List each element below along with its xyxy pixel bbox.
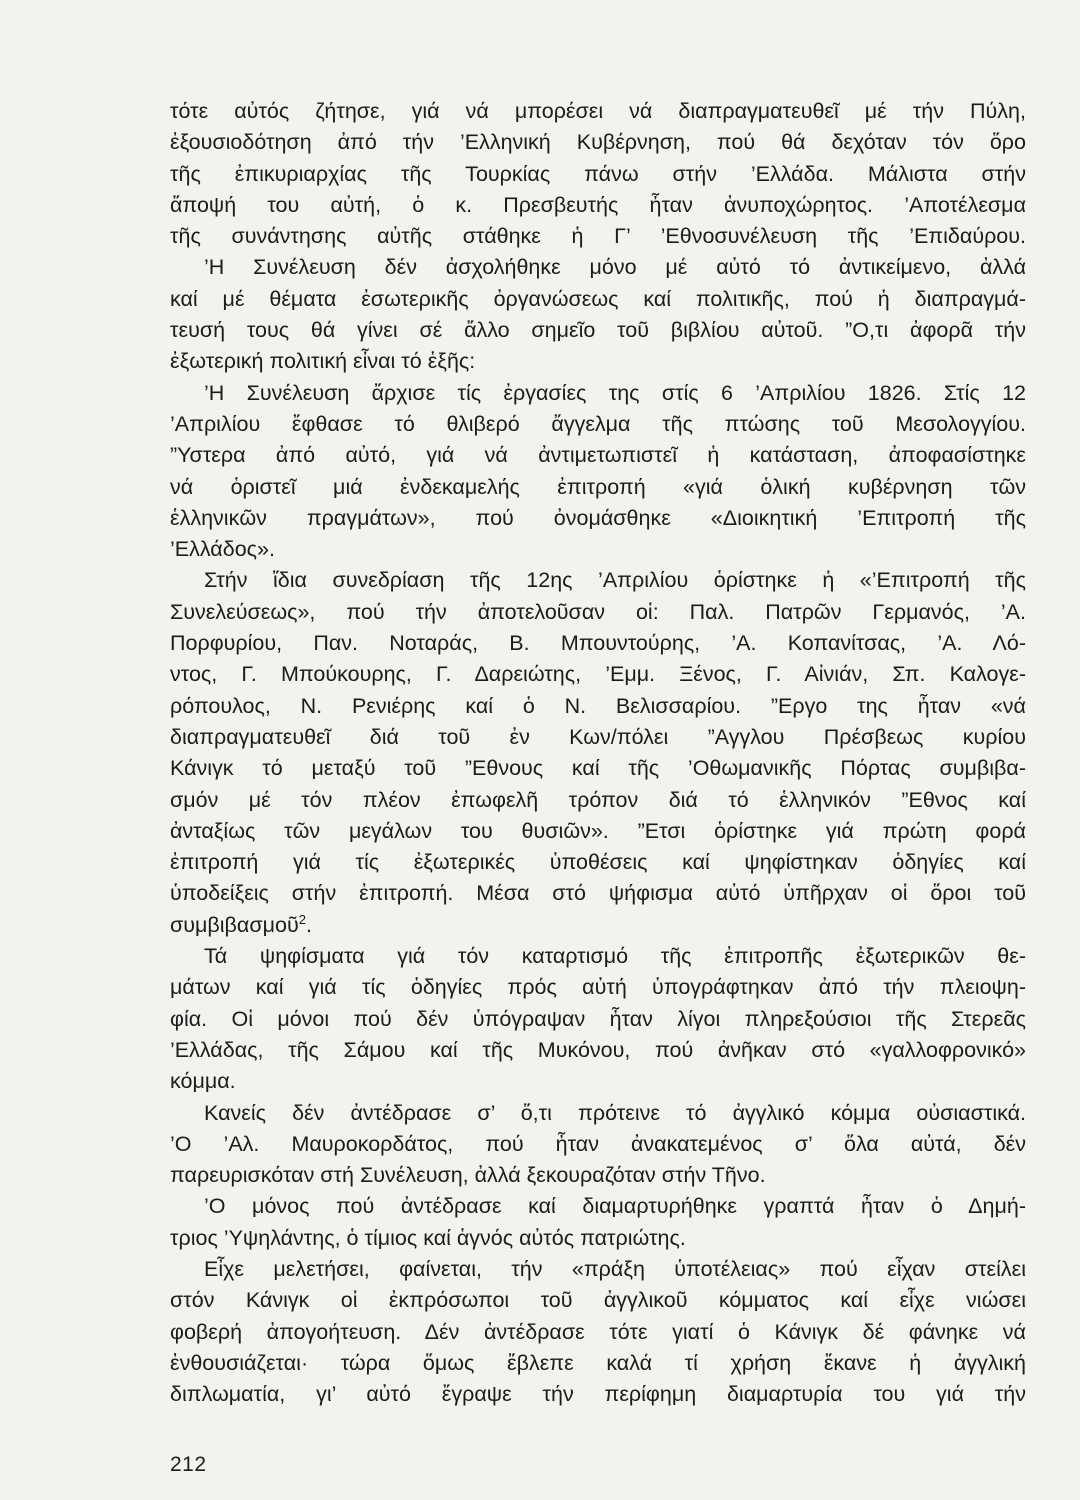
text-line-content: Κανείς δέν ἀντέδρασε σ’ ὅ,τι πρότεινε τό ἀγγλικό κόμμα οὐσιαστικά.: [204, 1100, 1026, 1125]
text-line: [170, 1254, 1026, 1285]
text-line: [170, 659, 1026, 690]
text-line-content: κόμμα.: [170, 1069, 236, 1094]
text-line: [170, 878, 1026, 909]
text-line-content: τῆς συνάντησης αὐτῆς στάθηκε ἡ Γ’ ’Εθνοσυνέλευση τῆς ’Επιδαύρου.: [170, 224, 1026, 249]
text-line-content: ντος, Γ. Μπούκουρης, Γ. Δαρειώτης, ’Εμμ. Ξένος, Γ. Αἰνιάν, Σπ. Καλογε-: [170, 662, 1026, 687]
text-line-content: ἀνταξίως τῶν μεγάλων του θυσιῶν». ”Ετσι ὁρίστηκε γιά πρώτη φορά: [170, 818, 1026, 843]
text-line-content: τῆς ἐπικυριαρχίας τῆς Τουρκίας πάνω στήν ’Ελλάδα. Μάλιστα στήν: [170, 161, 1026, 186]
text-line-content: συμβιβασμοῦ: [170, 912, 299, 937]
text-line: [170, 190, 1026, 221]
text-line: [170, 534, 1026, 565]
page-number: 212: [170, 1453, 207, 1476]
text-line-content: καί μέ θέματα ἐσωτερικῆς ὀργανώσεως καί πολιτικῆς, πού ἡ διαπραγμά-: [170, 286, 1026, 311]
text-line-content: φοβερή ἀπογοήτευση. Δέν ἀντέδρασε τότε γιατί ὁ Κάνιγκ δέ φάνηκε νά: [170, 1319, 1026, 1344]
text-line-content: ἐπιτροπή γιά τίς ἐξωτερικές ὑποθέσεις καί ψηφίστηκαν ὁδηγίες καί: [170, 850, 1026, 875]
text-line-content: τευσή τους θά γίνει σέ ἄλλο σημεῖο τοῦ βιβλίου αὐτοῦ. ”Ο,τι ἀφορᾶ τήν: [170, 318, 1026, 343]
text-line: [170, 597, 1026, 628]
text-line: [170, 722, 1026, 753]
text-line: [170, 1348, 1026, 1379]
text-line: [170, 1098, 1026, 1129]
text-line-content: Εἶχε μελετήσει, φαίνεται, τήν «πράξη ὑποτέλειας» πού εἶχαν στείλει: [204, 1256, 1026, 1281]
text-line-content: Κάνιγκ τό μεταξύ τοῦ ”Εθνους καί τῆς ’Οθωμανικῆς Πόρτας συμβιβα-: [170, 756, 1026, 781]
text-line-content: τριος ’Υψηλάντης, ὁ τίμιος καί ἁγνός αὐτός πατριώτης.: [170, 1225, 686, 1250]
text-line: [170, 847, 1026, 878]
text-line-content: φία. Οἱ μόνοι πού δέν ὑπόγραψαν ἦταν λίγοι πληρεξούσιοι τῆς Στερεᾶς: [170, 1006, 1026, 1031]
line-suffix: .: [305, 912, 312, 937]
text-line: [170, 159, 1026, 190]
text-line-content: ὑποδείξεις στήν ἐπιτροπή. Μέσα στό ψήφισμα αὐτό ὑπῆρχαν οἱ ὅροι τοῦ: [170, 881, 1026, 906]
text-line: [170, 941, 1026, 972]
text-line: [170, 252, 1026, 283]
text-line-content: νά ὁριστεῖ μιά ἐνδεκαμελής ἐπιτροπή «γιά ὁλική κυβέρνηση τῶν: [170, 474, 1026, 499]
text-line-content: διαπραγματευθεῖ διά τοῦ ἐν Κων/πόλει ”Αγγλου Πρέσβεως κυρίου: [170, 724, 1026, 749]
text-line: [170, 816, 1026, 847]
text-line: [170, 972, 1026, 1003]
text-line: [170, 1379, 1026, 1410]
text-line-content: ἐξουσιοδότηση ἀπό τήν ’Ελληνική Κυβέρνηση, πού θά δεχόταν τόν ὅρο: [170, 130, 1026, 155]
text-line-content: Πορφυρίου, Παν. Νοταράς, Β. Μπουντούρης, ’Α. Κοπανίτσας, ’Α. Λό-: [170, 631, 1026, 656]
text-line-content: ’Απριλίου ἔφθασε τό θλιβερό ἄγγελμα τῆς πτώσης τοῦ Μεσολογγίου.: [170, 411, 1026, 436]
text-line: [170, 503, 1026, 534]
text-line: [170, 127, 1026, 158]
text-line-content: μάτων καί γιά τίς ὁδηγίες πρός αὐτή ὑπογράφτηκαν ἀπό τήν πλειοψη-: [170, 975, 1026, 1000]
text-line-content: ἄποψή του αὐτή, ὁ κ. Πρεσβευτής ἦταν ἀνυποχώρητος. ’Αποτέλεσμα: [170, 192, 1026, 217]
text-line-content: ἑλληνικῶν πραγμάτων», πού ὀνομάσθηκε «Διοικητική ’Επιτροπή τῆς: [170, 505, 1026, 530]
text-line: [170, 1160, 1026, 1191]
text-line-content: ’Ο ’Αλ. Μαυροκορδάτος, πού ἦταν ἀνακατεμένος σ’ ὅλα αὐτά, δέν: [170, 1131, 1026, 1156]
text-line: [170, 1317, 1026, 1348]
text-line: [170, 1191, 1026, 1222]
text-line: [170, 628, 1026, 659]
text-line-content: στόν Κάνιγκ οἱ ἐκπρόσωποι τοῦ ἀγγλικοῦ κόμματος καί εἶχε νιώσει: [170, 1288, 1026, 1313]
text-line-content: ἐνθουσιάζεται· τώρα ὅμως ἔβλεπε καλά τί χρήση ἔκανε ἡ ἀγγλική: [170, 1350, 1026, 1375]
text-line-content: ’Ο μόνος πού ἀντέδρασε καί διαμαρτυρήθηκε γραπτά ἦταν ὁ Δημή-: [204, 1194, 1026, 1219]
text-line-content: ’Ελλάδας, τῆς Σάμου καί τῆς Μυκόνου, πού ἀνῆκαν στό «γαλλοφρονικό»: [170, 1037, 1026, 1062]
text-line: [170, 96, 1026, 127]
text-line-content: Συνελεύσεως», πού τήν ἀποτελοῦσαν οἱ: Παλ. Πατρῶν Γερμανός, ’Α.: [170, 599, 1026, 624]
footnote-marker[interactable]: 2: [298, 911, 306, 927]
text-line-content: ’Ελλάδος».: [170, 537, 275, 562]
text-line: [170, 910, 1026, 941]
text-line: [170, 1004, 1026, 1035]
text-line: [170, 221, 1026, 252]
text-line: [170, 1223, 1026, 1254]
text-line-content: ’Η Συνέλευση δέν ἀσχολήθηκε μόνο μέ αὐτό τό ἀντικείμενο, ἀλλά: [204, 255, 1026, 280]
text-line-content: σμόν μέ τόν πλέον ἐπωφελῆ τρόπον διά τό ἑλληνικόν ”Εθνος καί: [170, 787, 1026, 812]
text-line: [170, 1066, 1026, 1097]
text-line: [170, 785, 1026, 816]
text-line: [170, 409, 1026, 440]
text-line: [170, 1035, 1026, 1066]
text-line-content: παρευρισκόταν στή Συνέλευση, ἀλλά ξεκουραζόταν στήν Τῆνο.: [170, 1163, 766, 1188]
text-line-content: ’Η Συνέλευση ἄρχισε τίς ἐργασίες της στίς 6 ’Απριλίου 1826. Στίς 12: [204, 380, 1026, 405]
text-line-content: ρόπουλος, Ν. Ρενιέρης καί ὁ Ν. Βελισσαρίου. ”Εργο της ἦταν «νά: [170, 693, 1026, 718]
text-line: [170, 1129, 1026, 1160]
text-line: [170, 1285, 1026, 1316]
text-line: [170, 691, 1026, 722]
text-line-content: ”Υστερα ἀπό αὐτό, γιά νά ἀντιμετωπιστεῖ ἡ κατάσταση, ἀποφασίστηκε: [170, 443, 1026, 468]
text-line: [170, 472, 1026, 503]
text-line: [170, 284, 1026, 315]
text-line: [170, 753, 1026, 784]
text-line: [170, 440, 1026, 471]
text-line: [170, 565, 1026, 596]
text-line-content: διπλωματία, γι’ αὐτό ἔγραψε τήν περίφημη διαμαρτυρία του γιά τήν: [170, 1382, 1026, 1407]
text-line: [170, 346, 1026, 377]
body-text: [170, 96, 1026, 1410]
text-line-content: ἐξωτερική πολιτική εἶναι τό ἑξῆς:: [170, 349, 476, 374]
text-line: [170, 315, 1026, 346]
text-line-content: τότε αὐτός ζήτησε, γιά νά μπορέσει νά διαπραγματευθεῖ μέ τήν Πύλη,: [170, 99, 1026, 123]
text-line-content: Στήν ἴδια συνεδρίαση τῆς 12ης ’Απριλίου ὁρίστηκε ἡ «’Επιτροπή τῆς: [204, 568, 1026, 593]
text-line: [170, 378, 1026, 409]
text-line-content: Τά ψηφίσματα γιά τόν καταρτισμό τῆς ἐπιτροπῆς ἐξωτερικῶν θε-: [204, 944, 1026, 969]
